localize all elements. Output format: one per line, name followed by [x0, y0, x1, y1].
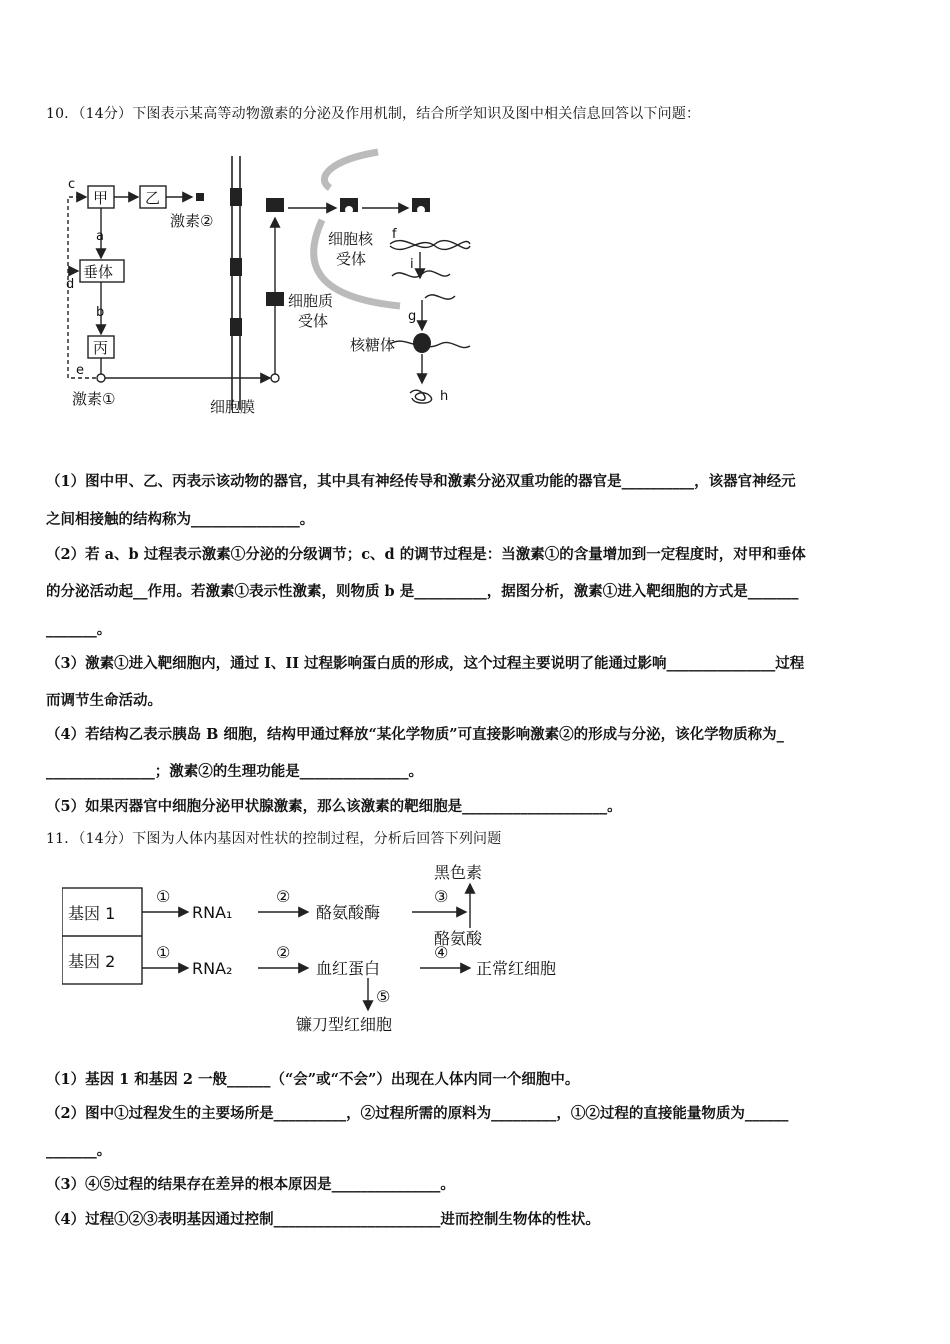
- q11-gene-control-diagram: [62, 858, 622, 1036]
- q11-line-3: _______。: [46, 1142, 112, 1159]
- label-step5: ⑤: [376, 987, 391, 1006]
- label-g: g: [408, 309, 417, 324]
- label-hormone1: 激素①: [72, 390, 116, 408]
- q10-line-6: （3）激素①进入靶细胞内，通过 I、II 过程影响蛋白质的形成，这个过程主要说明了能通过影响_______________过程: [46, 655, 805, 672]
- label-d: d: [66, 277, 75, 292]
- q10-line-10: （5）如果丙器官中细胞分泌甲状腺激素，那么该激素的靶细胞是____________________。: [46, 798, 622, 815]
- label-step4: ④: [434, 943, 449, 962]
- label-cyto-receptor-2: 受体: [298, 312, 329, 330]
- label-enzyme: 酪氨酸酶: [316, 903, 381, 922]
- label-melanin: 黑色素: [434, 863, 483, 882]
- label-gene2: 基因 2: [68, 952, 116, 971]
- q11-line-4: （3）④⑤过程的结果存在差异的根本原因是_______________。: [46, 1176, 455, 1193]
- label-a: a: [96, 229, 104, 244]
- label-hemoglobin: 血红蛋白: [316, 959, 381, 978]
- label-ribosome: 核糖体: [350, 336, 396, 354]
- label-tyrosine: 酪氨酸: [434, 929, 483, 948]
- label-rna2: RNA₂: [192, 959, 233, 978]
- label-b: b: [96, 305, 105, 320]
- label-f: f: [392, 227, 397, 242]
- label-e: e: [76, 363, 84, 378]
- label-h: h: [440, 389, 449, 404]
- label-sickle-rbc: 镰刀型红细胞: [296, 1015, 393, 1034]
- label-normal-rbc: 正常红细胞: [476, 959, 557, 978]
- q11-line-2: （2）图中①过程发生的主要场所是__________，②过程所需的原料为_________，①②过程的直接能量物质为______: [46, 1105, 789, 1122]
- label-step1a: ①: [156, 887, 171, 906]
- label-nuc-receptor-2: 受体: [336, 250, 367, 268]
- label-step3: ③: [434, 887, 449, 906]
- q10-line-4: 的分泌活动起__作用。若激素①表示性激素，则物质 b 是__________，据图分析，激素①进入靶细胞的方式是_______: [46, 583, 799, 600]
- label-i: i: [410, 257, 414, 272]
- q10-line-3: （2）若 a、b 过程表示激素①分泌的分级调节；c、d 的调节过程是：当激素①的含量增加到一定程度时，对甲和垂体: [46, 546, 806, 563]
- label-step2b: ②: [276, 943, 291, 962]
- label-hormone2: 激素②: [170, 212, 214, 230]
- label-jia: 甲: [93, 189, 109, 207]
- label-c: c: [68, 177, 76, 192]
- label-membrane: 细胞膜: [210, 398, 256, 416]
- label-step1b: ①: [156, 943, 171, 962]
- label-gene1: 基因 1: [68, 904, 116, 923]
- q11-header: 11．（14分）下图为人体内基因对性状的控制过程，分析后回答下列问题: [46, 831, 502, 847]
- q10-line-8: （4）若结构乙表示胰岛 B 细胞，结构甲通过释放“某化学物质”可直接影响激素②的形成与分泌，该化学物质称为_: [46, 726, 784, 743]
- label-nuc-receptor-1: 细胞核: [328, 230, 374, 248]
- q10-line-5: _______。: [46, 621, 112, 638]
- q10-line-1: （1）图中甲、乙、丙表示该动物的器官，其中具有神经传导和激素分泌双重功能的器官是__________，该器官神经元: [46, 473, 796, 490]
- label-step2a: ②: [276, 887, 291, 906]
- q10-header: 10．（14分）下图表示某高等动物激素的分泌及作用机制，结合所学知识及图中相关信息回答以下问题：: [46, 106, 701, 122]
- q11-line-1: （1）基因 1 和基因 2 一般______（“会”或“不会”）出现在人体内同一个细胞中。: [46, 1071, 580, 1088]
- q10-line-9: _______________；激素②的生理功能是_______________。: [46, 763, 423, 780]
- label-bing: 丙: [93, 339, 109, 357]
- label-chuiti: 垂体: [83, 263, 114, 281]
- q10-line-7: 而调节生命活动。: [46, 692, 162, 709]
- q11-line-5: （4）过程①②③表明基因通过控制_______________________进而控制生物体的性状。: [46, 1211, 600, 1228]
- label-cyto-receptor-1: 细胞质: [288, 292, 334, 310]
- q10-line-2: 之间相接触的结构称为_______________。: [46, 511, 315, 528]
- label-yi: 乙: [145, 189, 161, 207]
- q10-hormone-mechanism-diagram: [60, 148, 490, 423]
- label-rna1: RNA₁: [192, 903, 233, 922]
